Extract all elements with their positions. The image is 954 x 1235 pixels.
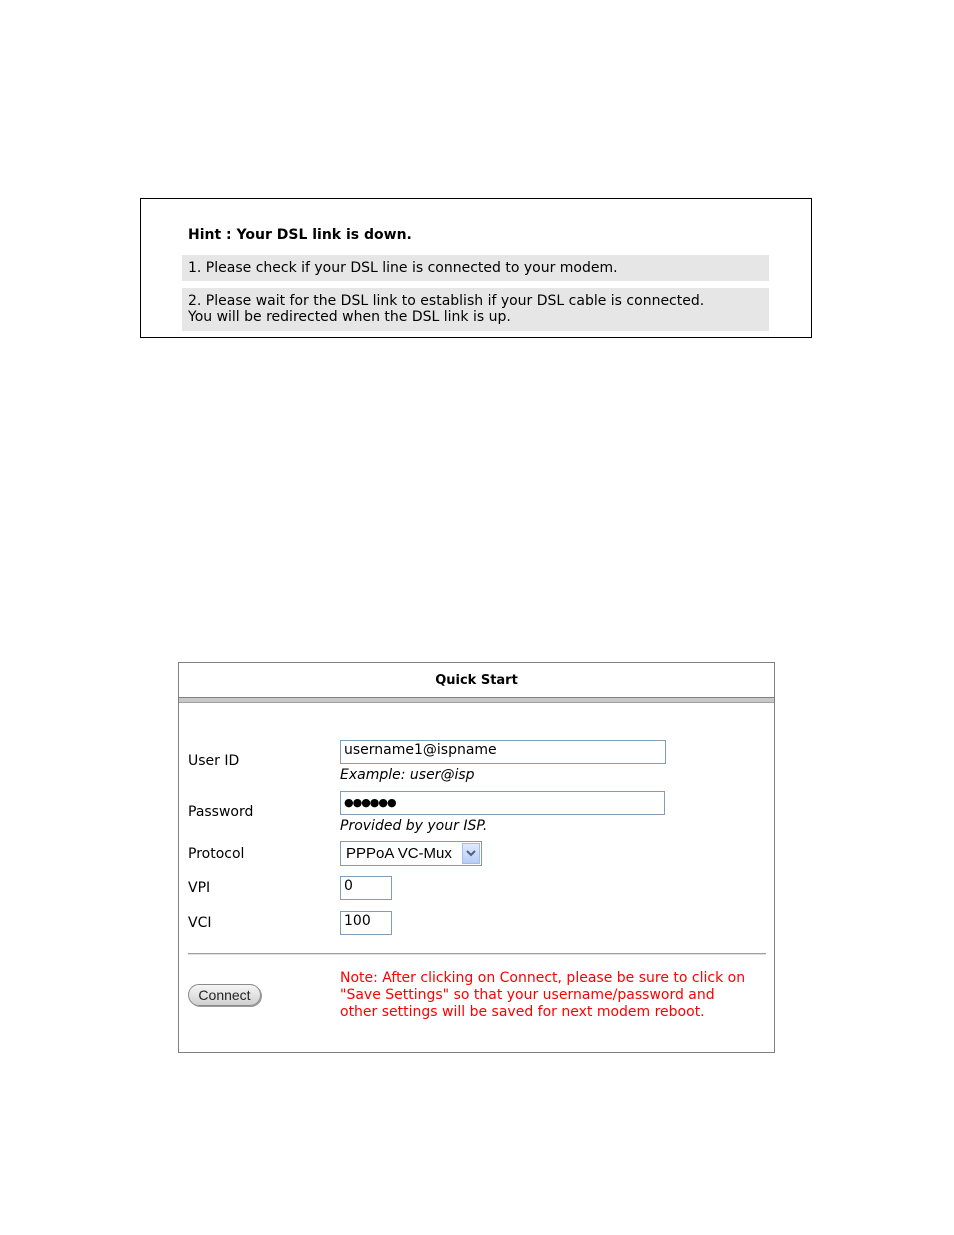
vci-label: VCI	[188, 915, 212, 931]
protocol-select[interactable]	[340, 841, 482, 866]
user-id-help: Example: user@isp	[340, 767, 475, 783]
user-id-label: User ID	[188, 753, 240, 769]
protocol-label: Protocol	[188, 846, 245, 862]
hint-item-2-line1: 2. Please wait for the DSL link to establish if your DSL cable is connected.	[188, 293, 705, 309]
form-divider	[188, 953, 766, 955]
protocol-selected-value: PPPoA VC-Mux	[346, 845, 452, 862]
hint-item-1-text: 1. Please check if your DSL line is connected to your modem.	[188, 260, 618, 276]
vpi-label: VPI	[188, 880, 211, 896]
password-label: Password	[188, 804, 254, 820]
vci-input[interactable]: 100	[340, 911, 392, 935]
hint-item-1	[182, 255, 769, 281]
password-help: Provided by your ISP.	[340, 818, 488, 834]
hint-item-2	[182, 288, 769, 331]
user-id-input[interactable]: username1@ispname	[340, 740, 666, 764]
chevron-down-icon[interactable]	[462, 843, 480, 864]
quick-start-title: Quick Start	[435, 673, 518, 688]
quick-start-panel	[178, 662, 775, 1053]
vpi-input[interactable]: 0	[340, 876, 392, 900]
note-line-1: Note: After clicking on Connect, please be sure to click on	[340, 970, 746, 986]
header-separator	[179, 697, 774, 703]
note-line-2: "Save Settings" so that your username/password and	[340, 987, 715, 1003]
hint-item-2-line2: You will be redirected when the DSL link is up.	[188, 309, 511, 325]
connect-button[interactable]: Connect	[188, 984, 261, 1006]
note-line-3: other settings will be saved for next modem reboot.	[340, 1004, 705, 1020]
password-input[interactable]: ●●●●●●	[340, 791, 665, 815]
save-settings-note	[340, 970, 770, 1021]
hint-panel	[140, 198, 812, 338]
hint-title: Hint : Your DSL link is down.	[188, 227, 412, 243]
